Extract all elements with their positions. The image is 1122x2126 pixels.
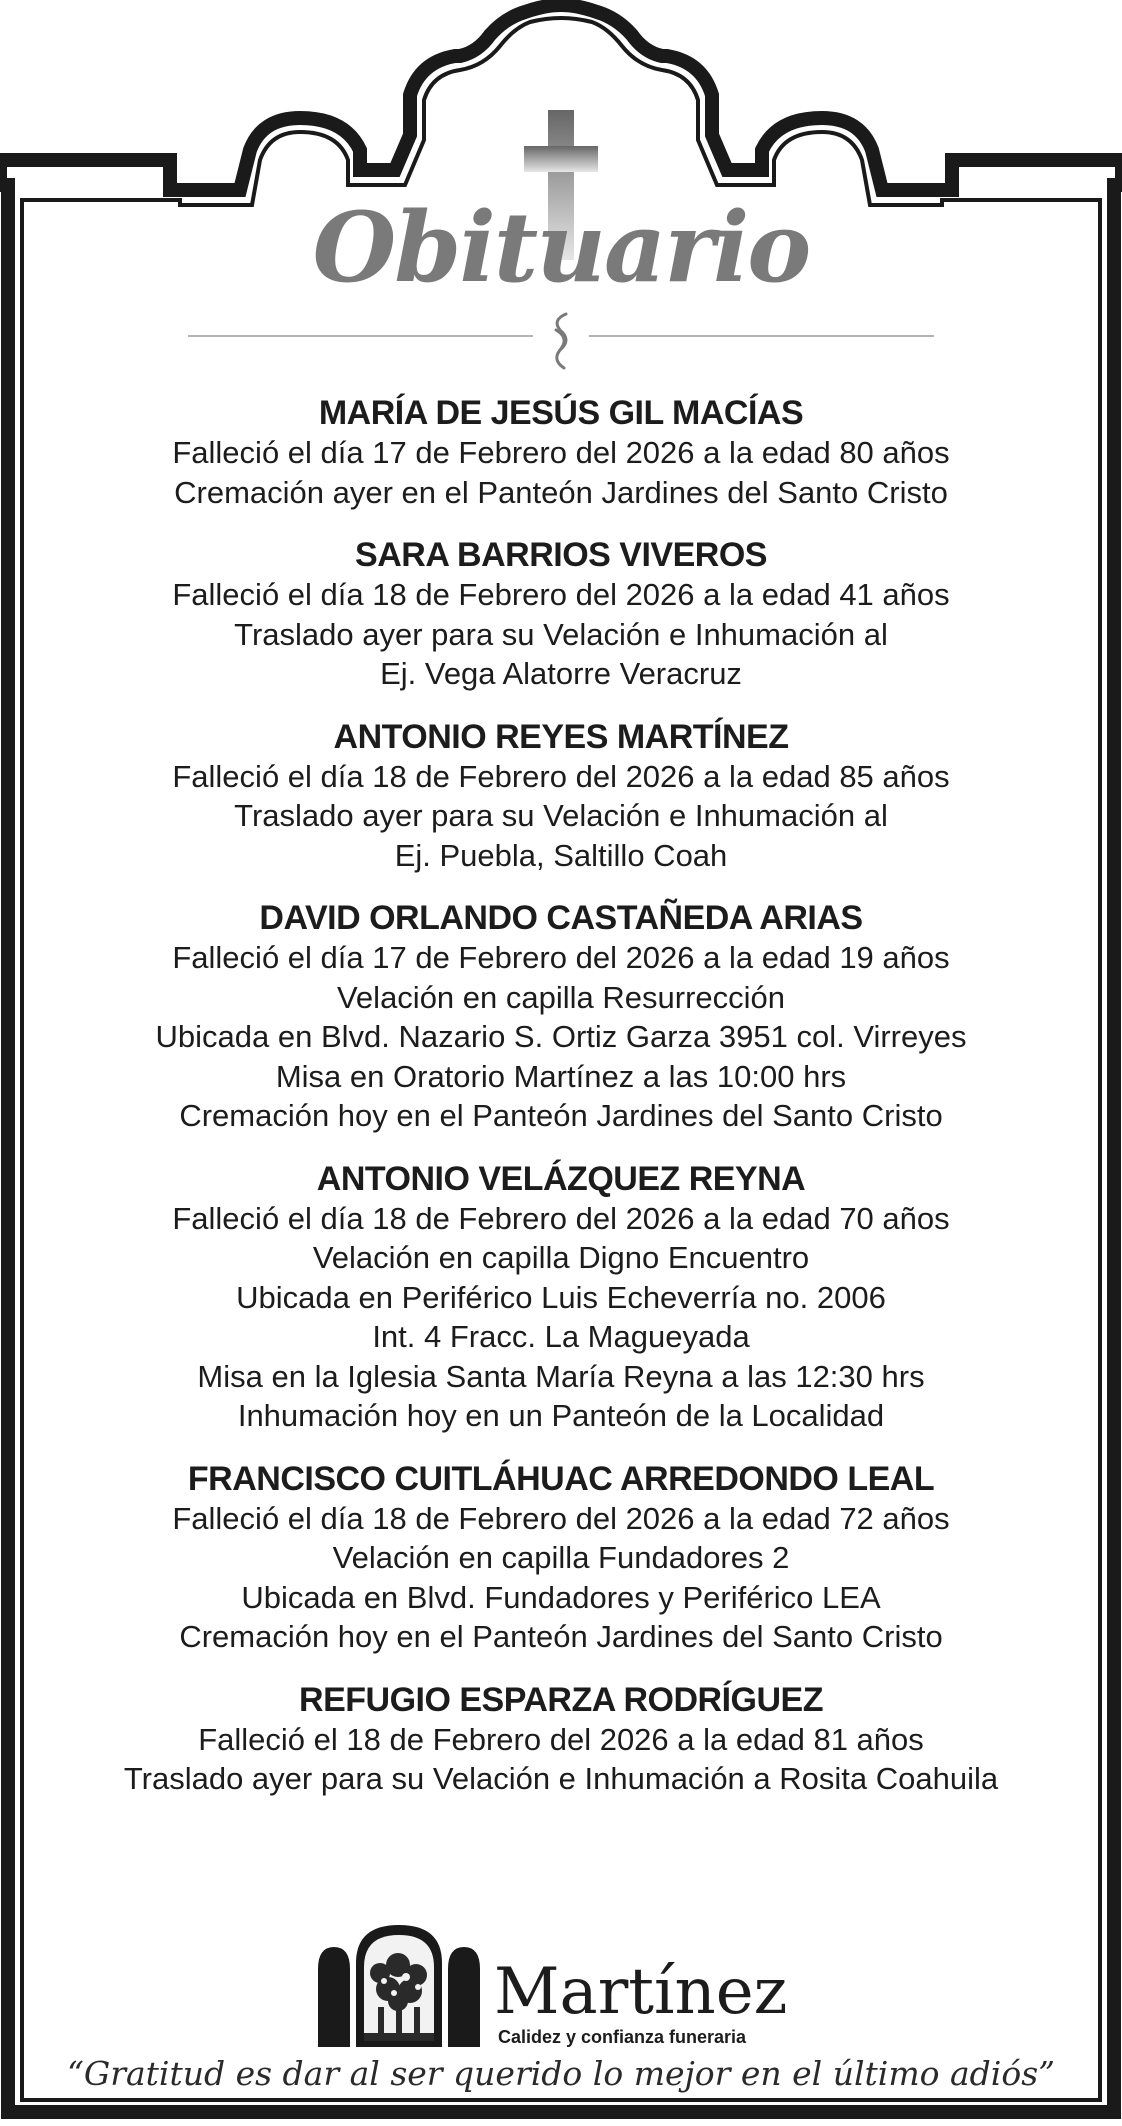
obituary-detail-line: Cremación ayer en el Panteón Jardines del Santo Cristo xyxy=(174,474,948,510)
obituary-entry xyxy=(40,1159,1082,1436)
obituary-entry xyxy=(40,393,1082,512)
obituary-detail-line: Int. 4 Fracc. La Magueyada xyxy=(372,1319,750,1354)
obituary-detail-line: Cremación hoy en el Panteón Jardines del Santo Cristo xyxy=(179,1619,943,1654)
brand-tagline: Calidez y confianza funeraria xyxy=(498,2027,747,2047)
obituary-detail-line: Traslado ayer para su Velación e Inhumación a Rosita Coahuila xyxy=(123,1761,999,1796)
deceased-name: MARÍA DE JESÚS GIL MACÍAS xyxy=(318,394,804,432)
obituary-detail-line: Falleció el día 18 de Febrero del 2026 a la edad 72 años xyxy=(172,1500,950,1536)
page-title: Obituario xyxy=(312,191,810,304)
obituary-detail-line: Velación en capilla Resurrección xyxy=(336,979,786,1015)
obituary-detail-line: Traslado ayer para su Velación e Inhumación al xyxy=(234,616,888,652)
obituary-detail-line: Ej. Vega Alatorre Veracruz xyxy=(380,656,742,691)
obituary-entry xyxy=(40,898,1082,1136)
obituary-detail-line: Ubicada en Periférico Luis Echeverría no. 2006 xyxy=(236,1279,886,1315)
obituary-detail-line: Falleció el día 18 de Febrero del 2026 a la edad 70 años xyxy=(172,1200,950,1236)
divider xyxy=(188,312,934,372)
deceased-name: ANTONIO VELÁZQUEZ REYNA xyxy=(316,1159,806,1198)
obituary-detail-line: Falleció el 18 de Febrero del 2026 a la edad 81 años xyxy=(198,1721,924,1757)
obituary-detail-line: Falleció el día 18 de Febrero del 2026 a la edad 41 años xyxy=(172,577,950,612)
obituary-detail-line: Misa en Oratorio Martínez a las 10:00 hrs xyxy=(275,1058,847,1094)
obituary-list xyxy=(40,393,1082,1822)
obituary-detail-line: Falleció el día 17 de Febrero del 2026 a la edad 19 años xyxy=(172,940,950,975)
deceased-name: REFUGIO ESPARZA RODRÍGUEZ xyxy=(299,1680,823,1719)
deceased-name: SARA BARRIOS VIVEROS xyxy=(355,536,767,574)
deceased-name: DAVID ORLANDO CASTAÑEDA ARIAS xyxy=(259,899,863,937)
deceased-name: ANTONIO REYES MARTÍNEZ xyxy=(333,717,789,756)
obituary-detail-line: Ubicada en Blvd. Fundadores y Periférico LEA xyxy=(241,1579,881,1615)
obituary-detail-line: Cremación hoy en el Panteón Jardines del Santo Cristo xyxy=(179,1098,943,1133)
obituary-entry xyxy=(40,1459,1082,1657)
obituary-detail-line: Ubicada en Blvd. Nazario S. Ortiz Garza 3951 col. Virreyes xyxy=(155,1019,967,1054)
obituary-detail-line: Falleció el día 18 de Febrero del 2026 a la edad 85 años xyxy=(172,758,950,794)
obituary-detail-line: Velación en capilla Fundadores 2 xyxy=(332,1540,790,1575)
obituary-detail-line: Falleció el día 17 de Febrero del 2026 a la edad 80 años xyxy=(172,435,950,470)
obituary-detail-line: Inhumación hoy en un Panteón de la Localidad xyxy=(237,1398,885,1433)
obituary-entry xyxy=(40,717,1082,876)
chapel-arches-logo-icon xyxy=(318,1925,480,2047)
deceased-name: FRANCISCO CUITLÁHUAC ARREDONDO LEAL xyxy=(187,1459,935,1498)
flourish-icon xyxy=(556,314,566,368)
obituary-detail-line: Misa en la Iglesia Santa María Reyna a las 12:30 hrs xyxy=(197,1358,925,1394)
obituary-entry xyxy=(40,535,1082,694)
brand-name: Martínez xyxy=(494,1955,788,2029)
obituary-detail-line: Velación en capilla Digno Encuentro xyxy=(312,1240,810,1275)
obituary-detail-line: Ej. Puebla, Saltillo Coah xyxy=(394,837,728,873)
obituary-detail-line: Traslado ayer para su Velación e Inhumación al xyxy=(234,798,888,833)
obituary-entry xyxy=(40,1680,1082,1799)
footer-quote: “Gratitud es dar al ser querido lo mejor en el último adiós” xyxy=(66,2054,1056,2093)
